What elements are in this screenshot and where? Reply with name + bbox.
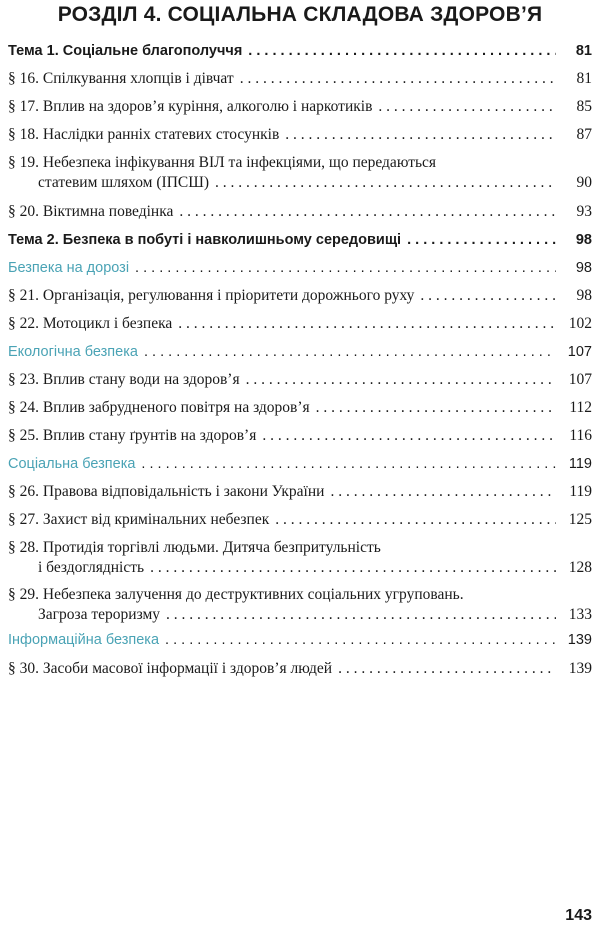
leader-dots [179,202,556,222]
entry-page: 128 [568,559,592,576]
page-number: 143 [565,907,592,924]
entry-label: § 24. Вплив забрудненого повітря на здоров’я [8,399,310,416]
toc-entry-26[interactable] [8,482,592,502]
leader-dots [420,286,556,306]
toc-entry-28[interactable] [8,538,592,578]
leader-dots [240,69,556,89]
toc-entry-24[interactable] [8,398,592,418]
chapter-title: РОЗДІЛ 4. СОЦІАЛЬНА СКЛАДОВА ЗДОРОВ’Я [57,3,543,26]
entry-page: 133 [568,606,592,623]
section-label: Екологічна безпека [8,344,138,360]
leader-dots [246,370,556,390]
toc-entry-30[interactable] [8,659,592,679]
leader-dots [135,258,556,278]
section-label: Соціальна безпека [8,456,136,472]
toc-section-ecological-safety[interactable] [8,342,592,362]
toc-entry-theme-2[interactable] [8,230,592,250]
toc-entry-19[interactable] [8,153,592,193]
leader-dots [178,314,556,334]
leader-dots [166,605,556,625]
entry-page: 98 [576,287,592,304]
entry-label-line2: Загроза тероризму [38,606,161,623]
entry-label: § 27. Захист від кримінальних небезпек [8,511,270,528]
leader-dots [338,659,556,679]
entry-label-line1: § 28. Протидія торгівлі людьми. Дитяча безпритульність [8,539,381,556]
entry-page: 125 [568,511,592,528]
entry-label: § 26. Правова відповідальність і закони України [8,483,325,500]
toc-section-road-safety[interactable] [8,258,592,278]
entry-label: § 22. Мотоцикл і безпека [8,315,173,332]
entry-page: 107 [568,371,592,388]
entry-label-line1: § 19. Небезпека інфікування ВІЛ та інфекціями, що передаються [8,154,437,171]
section-label: Інформаційна безпека [8,632,160,648]
entry-page: 81 [576,70,592,87]
entry-label-line1: § 29. Небезпека залучення до деструктивних соціальних угруповань. [8,586,464,603]
toc-entry-21[interactable] [8,286,592,306]
leader-dots [316,398,556,418]
leader-dots [275,510,556,530]
leader-dots [378,97,556,117]
toc-entry-25[interactable] [8,426,592,446]
leader-dots [144,342,556,362]
entry-page: 90 [576,174,592,191]
entry-page: 139 [568,660,592,677]
entry-label: § 25. Вплив стану ґрунтів на здоров’я [8,427,257,444]
entry-label-line2: і бездоглядність [38,559,145,576]
entry-page: 98 [575,232,592,248]
entry-label: § 21. Організація, регулювання і пріоритети дорожнього руху [8,287,415,304]
toc-entry-23[interactable] [8,370,592,390]
leader-dots [262,426,556,446]
leader-dots [215,173,556,193]
toc-entry-17[interactable] [8,97,592,117]
entry-label: § 20. Віктимна поведінка [8,203,174,220]
entry-page: 81 [575,43,592,59]
entry-page: 112 [569,399,592,416]
toc-entry-22[interactable] [8,314,592,334]
toc-entry-29[interactable] [8,585,592,625]
entry-page: 85 [576,98,592,115]
entry-label: Тема 2. Безпека в побуті і навколишньому середовищі [8,232,402,248]
section-label: Безпека на дорозі [8,260,130,276]
leader-dots [165,630,556,650]
entry-page: 87 [576,126,592,143]
toc-entry-27[interactable] [8,510,592,530]
leader-dots [141,454,556,474]
toc-section-social-safety[interactable] [8,454,592,474]
toc-entry-18[interactable] [8,125,592,145]
entry-label: § 30. Засоби масової інформації і здоров’я людей [8,660,333,677]
entry-label: § 18. Наслідки ранніх статевих стосунків [8,126,280,143]
entry-page: 139 [567,632,592,648]
entry-page: 102 [568,315,592,332]
toc-entry-theme-1[interactable] [8,41,592,61]
leader-dots [248,41,556,61]
leader-dots [150,558,556,578]
entry-page: 98 [575,260,592,276]
entry-page: 93 [576,203,592,220]
entry-label: § 17. Вплив на здоров’я куріння, алкоголю і наркотиків [8,98,373,115]
entry-page: 107 [567,344,592,360]
toc-entry-16[interactable] [8,69,592,89]
entry-page: 116 [569,427,592,444]
toc-section-information-safety[interactable] [8,630,592,650]
entry-label: § 23. Вплив стану води на здоров’я [8,371,240,388]
entry-label: Тема 1. Соціальне благополуччя [8,43,243,59]
leader-dots [407,230,556,250]
entry-page: 119 [569,483,592,500]
toc-entry-20[interactable] [8,202,592,222]
entry-page: 119 [568,456,592,472]
entry-label-line2: статевим шляхом (ІПСШ) [38,174,210,191]
leader-dots [330,482,556,502]
leader-dots [285,125,556,145]
entry-label: § 16. Спілкування хлопців і дівчат [8,70,234,87]
